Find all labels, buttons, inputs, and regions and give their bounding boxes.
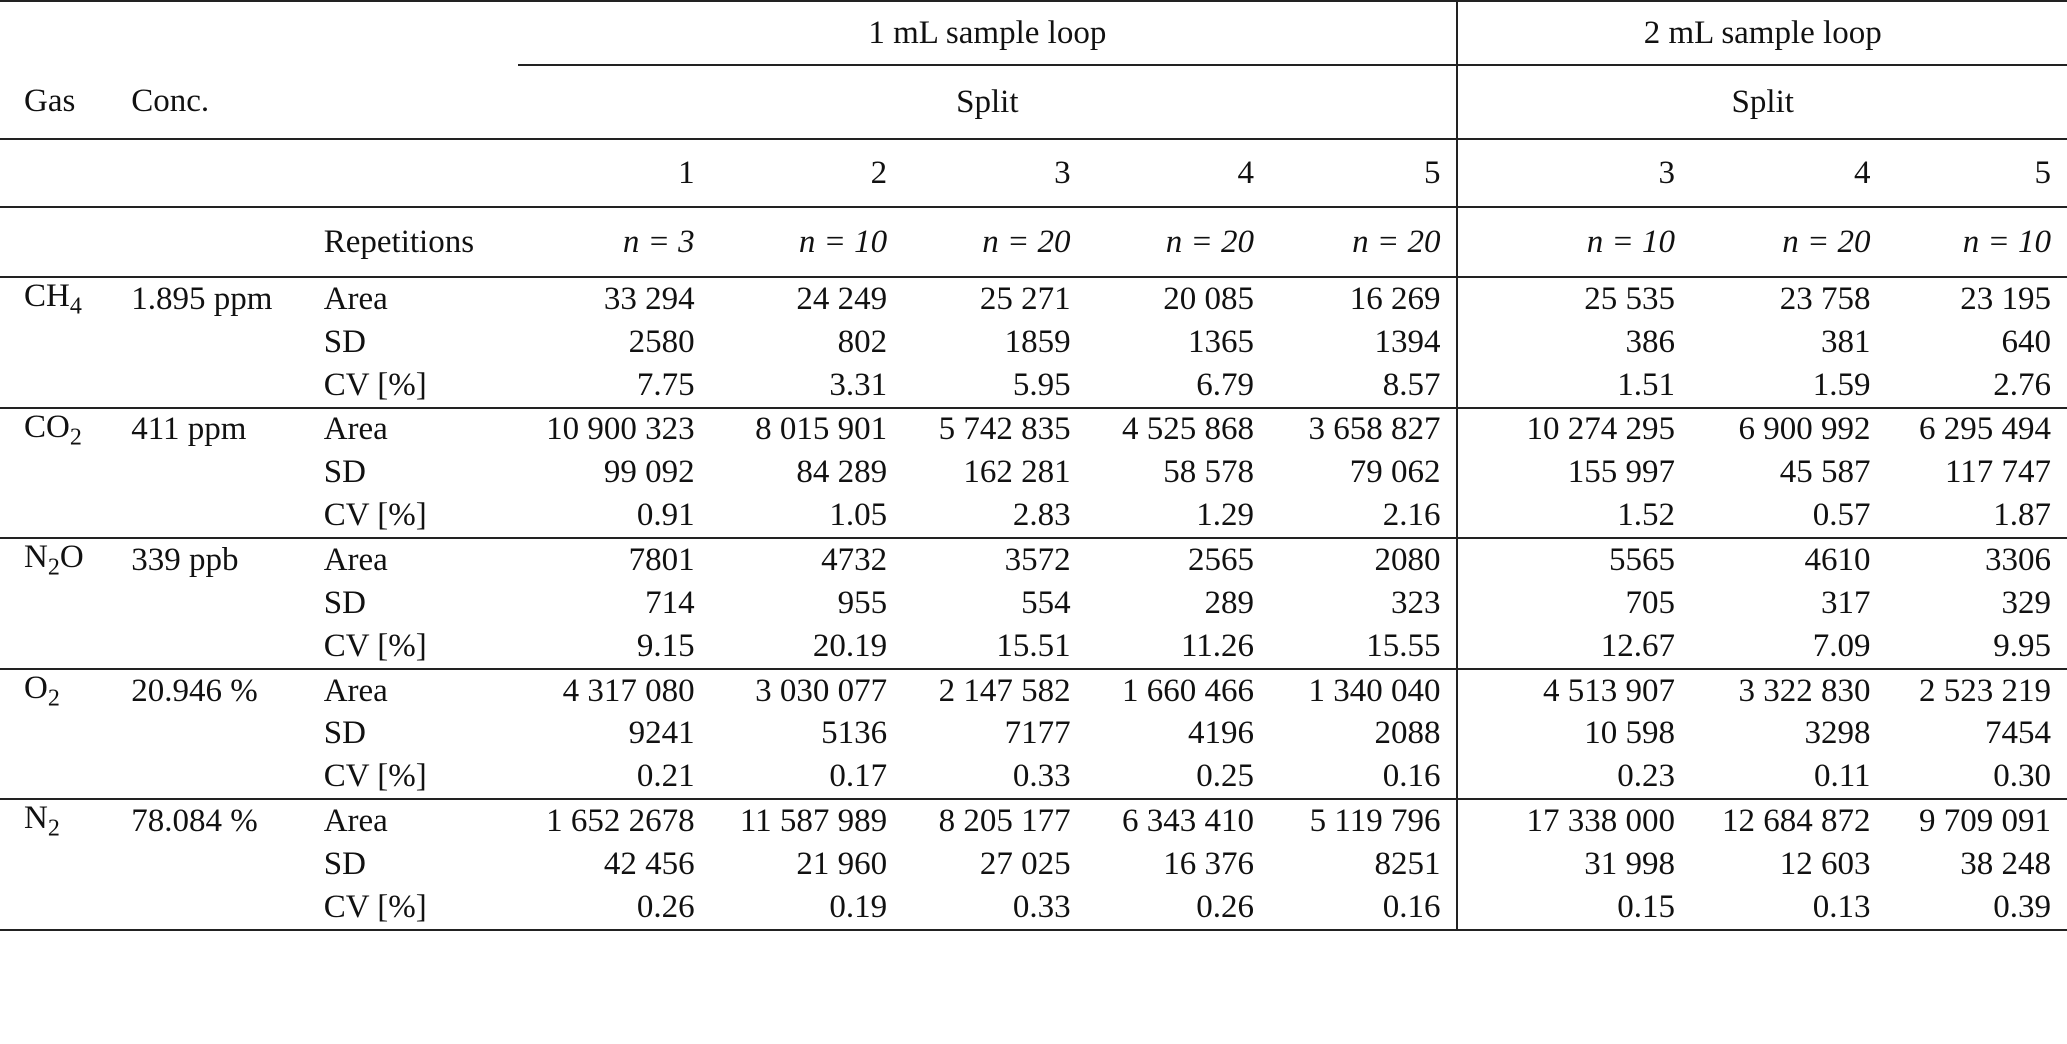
value-cell: 12 684 872 [1691,799,1886,843]
value-cell: 31 998 [1584,845,1676,882]
value-cell: 3 030 077 [711,669,903,713]
value-cell: 0.16 [1270,755,1457,799]
value-cell: 84 289 [796,454,888,491]
table-row [0,321,2067,364]
split-col: 3 [903,139,1086,207]
value-cell: 79 062 [1270,451,1457,494]
value-cell: 0.33 [903,886,1086,930]
value-cell: 317 [1820,584,1871,621]
value-cell: 3 658 827 [1270,408,1457,452]
value-cell: 11.26 [1180,627,1254,664]
concentration: 20.946 % [115,669,307,713]
value-cell: 386 [1625,323,1676,360]
gas-header: Gas [24,83,76,119]
value-cell: 9 709 091 [1886,799,2067,843]
value-cell: 2565 [1087,538,1270,582]
metric-label: SD [323,845,366,882]
metric-label: SD [323,715,366,752]
value-cell: 0.25 [1196,758,1254,795]
split-col: 4 [1087,139,1270,207]
value-cell: 2.76 [1993,366,2051,403]
gas-name: $CH_4$ [0,277,115,321]
value-cell: 42 456 [603,845,695,882]
value-cell: 1.05 [829,497,888,534]
gas-name: $N_2O$ [0,538,115,582]
concentration: 339 ppb [115,538,307,582]
value-cell: 12.67 [1600,627,1676,664]
header-blank [0,1,518,65]
repetitions-label: Repetitions [308,207,519,277]
value-cell: 3572 [903,538,1086,582]
value-cell: 33 294 [518,277,710,321]
loop2-header-cell [1457,1,2067,65]
repetitions-cell: n = 10 [1886,207,2067,277]
metric-label: SD [323,323,366,360]
value-cell: 23 195 [1886,277,2067,321]
table-row [0,755,2067,799]
value-cell: 3.31 [829,366,888,403]
repetitions-cell: n = 20 [1087,207,1270,277]
value-cell: 0.57 [1812,497,1871,534]
metric-label: CV [%] [323,366,427,403]
value-cell: 4196 [1188,715,1254,752]
value-cell: 16 269 [1270,277,1457,321]
value-cell: 24 249 [711,277,903,321]
split-col: 4 [1691,139,1886,207]
value-cell: 5565 [1457,538,1691,582]
value-cell: 1.87 [1993,497,2051,534]
value-cell: 23 758 [1691,277,1886,321]
metric-label: CV [%] [323,497,427,534]
value-cell: 25 271 [903,277,1086,321]
value-cell: 2.83 [1012,497,1071,534]
value-cell: 99 092 [603,454,695,491]
table-row [0,364,2067,408]
value-cell: 10 900 323 [518,408,710,452]
table-row [0,799,2067,843]
value-cell: 10 598 [1584,715,1676,752]
value-cell: 25 535 [1457,277,1691,321]
repetitions-cell: n = 20 [903,207,1086,277]
value-cell: 7.75 [636,366,695,403]
table-row [0,538,2067,582]
metric-label: Area [308,408,519,452]
value-cell: 6 343 410 [1087,799,1270,843]
concentration: 411 ppm [115,408,307,452]
value-cell: 155 997 [1567,454,1676,491]
value-cell: 15.51 [996,627,1071,664]
split-header-loop1: Split [518,65,1457,139]
gas-name: $O_2$ [0,669,115,713]
value-cell: 9241 [628,715,695,752]
value-cell: 8.57 [1270,364,1457,408]
value-cell: 1 340 040 [1270,669,1457,713]
value-cell: 27 025 [979,845,1071,882]
value-cell: 0.13 [1691,886,1886,930]
value-cell: 289 [1204,584,1254,621]
table-row [0,843,2067,886]
concentration: 78.084 % [115,799,307,843]
metric-label: CV [%] [323,758,427,795]
value-cell: 20.19 [812,627,888,664]
value-cell: 0.21 [636,758,695,795]
value-cell: 0.17 [829,758,888,795]
metric-label: CV [%] [308,886,519,930]
table-row [0,625,2067,669]
value-cell: 1394 [1270,321,1457,364]
value-cell: 323 [1270,582,1457,625]
value-cell: 21 960 [796,845,888,882]
split-header-loop2: Split [1457,65,2067,139]
value-cell: 11 587 989 [711,799,903,843]
value-cell: 8 205 177 [903,799,1086,843]
value-cell: 554 [1021,584,1071,621]
value-cell: 4 525 868 [1087,408,1270,452]
table-body [0,277,2067,930]
value-cell: 0.91 [636,497,695,534]
gas-name: $N_2$ [0,799,115,843]
value-cell: 0.33 [1012,758,1071,795]
value-cell: 2.16 [1270,494,1457,538]
table-row [0,582,2067,625]
value-cell: 0.15 [1457,886,1691,930]
metric-label: Area [308,538,519,582]
value-cell: 1365 [1188,323,1254,360]
value-cell: 2 523 219 [1886,669,2067,713]
value-cell: 0.11 [1813,758,1871,795]
value-cell: 5136 [821,715,888,752]
value-cell: 8 015 901 [711,408,903,452]
table-header [0,1,2067,277]
repetitions-cell: n = 3 [518,207,710,277]
value-cell: 17 338 000 [1457,799,1691,843]
split-col: 5 [1886,139,2067,207]
value-cell: 9.95 [1993,627,2051,664]
metric-label: SD [323,454,366,491]
value-cell: 329 [2001,584,2051,621]
concentration: 1.895 ppm [115,277,307,321]
gas-name: $CO_2$ [0,408,115,452]
value-cell: 5 119 796 [1270,799,1457,843]
value-cell: 7177 [1004,715,1071,752]
value-cell: 0.16 [1270,886,1457,930]
metric-label: Area [308,669,519,713]
value-cell: 705 [1625,584,1676,621]
split-col: 3 [1457,139,1691,207]
value-cell: 640 [2001,323,2051,360]
value-cell: 4 513 907 [1457,669,1691,713]
value-cell: 4 317 080 [518,669,710,713]
value-cell: 10 274 295 [1457,408,1691,452]
loop2-header: 2 mL sample loop [1643,14,1882,51]
value-cell: 58 578 [1163,454,1254,491]
value-cell: 4610 [1691,538,1886,582]
split-col: 2 [711,139,903,207]
value-cell: 1 660 466 [1087,669,1270,713]
value-cell: 0.26 [1087,886,1270,930]
value-cell: 2088 [1270,712,1457,755]
value-cell: 162 281 [963,454,1071,491]
value-cell: 1.52 [1617,497,1676,534]
value-cell: 0.39 [1886,886,2067,930]
metric-label: SD [323,584,366,621]
repetitions-cell: n = 20 [1270,207,1457,277]
value-cell: 5 742 835 [903,408,1086,452]
value-cell: 1 652 2678 [518,799,710,843]
value-cell: 117 747 [1944,454,2051,491]
table-row [0,408,2067,452]
value-cell: 714 [645,584,695,621]
value-cell: 8251 [1270,843,1457,886]
table-row [0,886,2067,930]
value-cell: 1859 [1004,323,1071,360]
value-cell: 0.30 [1993,758,2051,795]
value-cell: 0.19 [711,886,903,930]
value-cell: 2 147 582 [903,669,1086,713]
value-cell: 45 587 [1779,454,1871,491]
metric-label: CV [%] [323,627,427,664]
repetitions-cell: n = 10 [1457,207,1691,277]
value-cell: 7.09 [1812,627,1871,664]
value-cell: 0.23 [1617,758,1676,795]
value-cell: 12 603 [1779,845,1871,882]
metric-label: Area [308,799,519,843]
value-cell: 2580 [628,323,695,360]
table-row [0,669,2067,713]
value-cell: 9.15 [636,627,695,664]
value-cell: 3298 [1804,715,1871,752]
table-row [0,494,2067,538]
value-cell: 6.79 [1196,366,1254,403]
value-cell: 802 [837,323,888,360]
value-cell: 7454 [1985,715,2051,752]
value-cell: 955 [837,584,888,621]
table-row [0,712,2067,755]
table-row [0,277,2067,321]
metric-label: Area [308,277,519,321]
conc-header: Conc. [131,83,210,119]
value-cell: 20 085 [1087,277,1270,321]
value-cell: 4732 [711,538,903,582]
value-cell: 38 248 [1960,845,2051,882]
repetitions-cell: n = 20 [1691,207,1886,277]
loop1-header: 1 mL sample loop [868,14,1107,51]
value-cell: 2080 [1270,538,1457,582]
value-cell: 6 295 494 [1886,408,2067,452]
loop1-header-cell [518,1,1457,65]
split-col: 5 [1270,139,1457,207]
value-cell: 5.95 [1012,366,1071,403]
value-cell: 3 322 830 [1691,669,1886,713]
value-cell: 0.26 [518,886,710,930]
value-cell: 1.59 [1812,366,1871,403]
value-cell: 381 [1820,323,1871,360]
value-cell: 3306 [1886,538,2067,582]
split-col: 1 [518,139,710,207]
value-cell: 16 376 [1163,845,1254,882]
value-cell: 15.55 [1270,625,1457,669]
value-cell: 7801 [518,538,710,582]
value-cell: 1.51 [1617,366,1676,403]
table-row [0,451,2067,494]
value-cell: 1.29 [1196,497,1254,534]
repetitions-cell: n = 10 [711,207,903,277]
value-cell: 6 900 992 [1691,408,1886,452]
